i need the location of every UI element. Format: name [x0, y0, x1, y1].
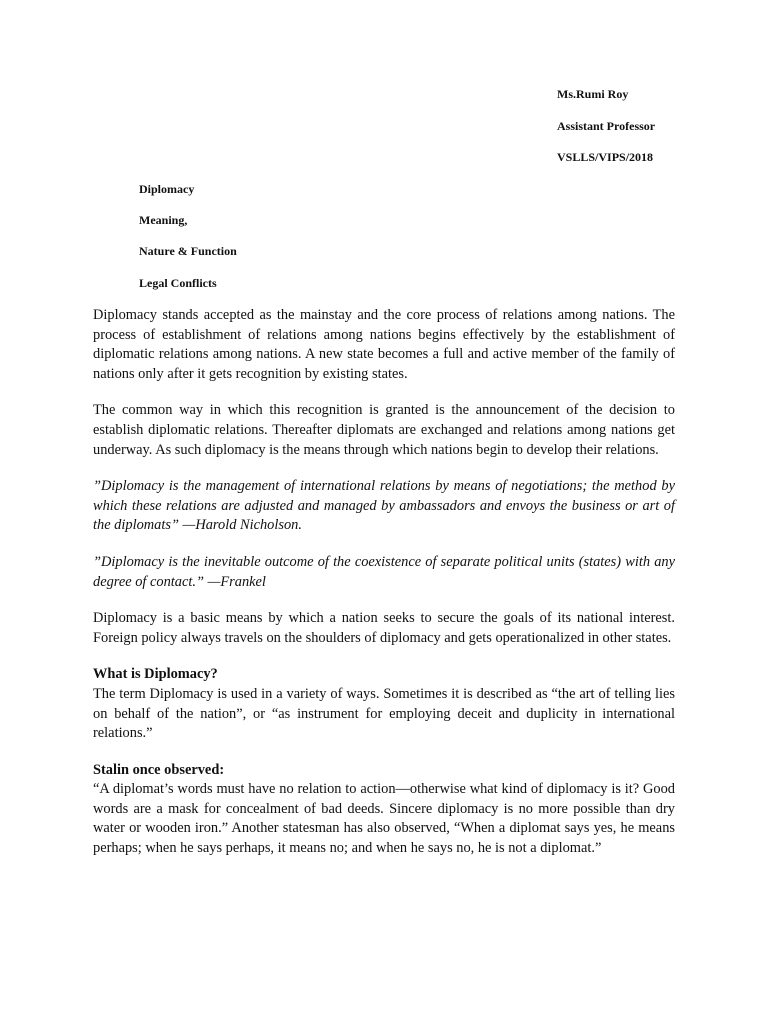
document-body	[93, 306, 675, 859]
paragraph-recognition: The common way in which this recognition is granted is the announcement of the decision to establish diplomatic relations. Thereafter diplomats are exchanged and relations among nations get underway. As such diplomacy is the means through which nations begin to develop their relations.	[93, 402, 675, 458]
topic-legal-conflicts: Legal Conflicts	[139, 276, 217, 290]
topic-diplomacy: Diplomacy	[139, 182, 195, 196]
document-code: VSLLS/VIPS/2018	[557, 150, 654, 164]
heading-what-is-diplomacy: What is Diplomacy?	[93, 666, 218, 683]
topic-meaning: Meaning,	[139, 213, 188, 227]
paragraph-national-interest: Diplomacy is a basic means by which a nation seeks to secure the goals of its national interest. Foreign policy always travels on the shoulders of diplomacy and gets operationalized in other states.	[93, 610, 675, 646]
quote-nicholson: ”Diplomacy is the management of international relations by means of negotiations; the method by which these relations are adjusted and managed by ambassadors and envoys the business or art of the diplomats” —Harold Nicholson.	[93, 478, 675, 534]
paragraph-term-usage: The term Diplomacy is used in a variety of ways. Sometimes it is described as “the art of telling lies on behalf of the nation”, or “as instrument for employing deceit and duplicity in international relations.”	[93, 685, 675, 742]
paragraph-intro: Diplomacy stands accepted as the mainstay and the core process of relations among nations. The process of establishment of relations among nations begins effectively by the establishment of diplomatic relations among nations. A new state becomes a full and active member of the family of nations only after it gets recognition by existing states.	[93, 307, 675, 382]
author-designation: Assistant Professor	[557, 119, 656, 133]
paragraph-stalin-quote: “A diplomat’s words must have no relation to action—otherwise what kind of diplomacy is it? Good words are a mask for concealment of bad deeds. Sincere diplomacy is no more possible than dry water or wooden iron.” Another statesman has also observed, “When a diplomat says yes, he means perhaps; when he says perhaps, it means no; and when he says no, he is not a diplomat.”	[93, 781, 675, 857]
heading-stalin: Stalin once observed:	[93, 761, 225, 778]
quote-frankel: ”Diplomacy is the inevitable outcome of the coexistence of separate political units (states) with any degree of contact.” —Frankel	[93, 553, 675, 590]
topic-nature-function: Nature & Function	[139, 244, 237, 258]
author-name: Ms.Rumi Roy	[557, 87, 629, 101]
